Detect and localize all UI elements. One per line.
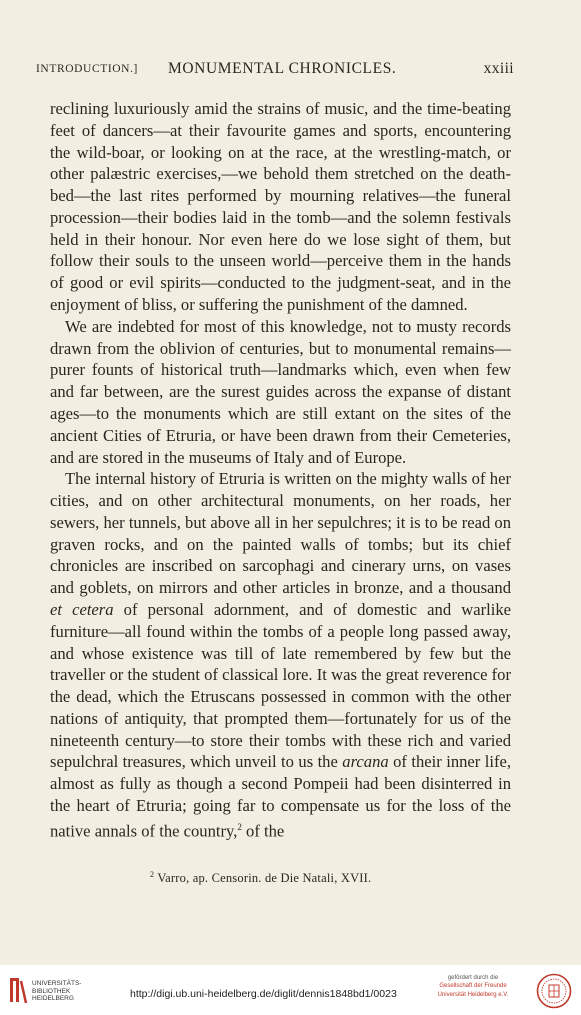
paragraph: reclining luxuriously amid the strains of music, and the time-beating feet of dancers—at their favourite games and sports, encountering the wild-boar, or looking on at the race, at the wrestling-match, or other palæstric exercises,—we behold them stretched on the death-bed—the last rites performed by mourning relatives—the funeral procession—their bodies laid in the tomb—and the solemn festivals held in their honour. Nor even here do we lose sight of them, but follow their souls to the unseen world—perceive them in the hands of good or evil spirits—conducted to the judgment-seat, and in the enjoyment of bliss, or suffering the punishment of the damned.: [50, 99, 511, 315]
running-title: MONUMENTAL CHRONICLES.: [168, 60, 397, 77]
university-seal-icon: [536, 973, 572, 1009]
italic-phrase: et cetera: [50, 599, 114, 619]
library-name: UNIVERSITÄTS- BIBLIOTHEK HEIDELBERG: [32, 980, 82, 1002]
paragraph: We are indebted for most of this knowledge, not to musty records drawn from the oblivion of centuries, but to monumental remains—purer founts of historical truth—landmarks which, even when few and far between, are the surest guides across the expanse of distant ages—to the monuments which are still extant on the sites of the ancient Cities of Etruria, or have been drawn from their Cemeteries, and are stored in the museums of Italy and of Europe.: [50, 316, 511, 467]
university-library-logo-icon: [8, 975, 28, 1005]
footnote-marker: 2: [150, 870, 155, 879]
paragraph-text: of the: [241, 821, 285, 841]
footnote: [150, 870, 490, 886]
body-text: [50, 98, 511, 842]
running-header: [36, 60, 514, 80]
italic-phrase: arcana: [342, 752, 389, 772]
paragraph-text: of their inner life, almost as fully as though a second Pompeii had been disinterred in the heart of Etruria; going far to compensate us for the loss of the native annals of the country,: [50, 752, 511, 841]
section-label: INTRODUCTION.]: [36, 63, 138, 75]
paragraph-text: The internal history of Etruria is written on the mighty walls of her cities, and on other architectural monuments, on her roads, her sewers, her tunnels, but above all in her sepulchres; it is to be read on graven rocks, and on the painted walls of tombs; but its chief chronicles are inscribed on sarcophagi and cinerary urns, on vases and goblets, on mirrors and other articles in bronze, and a thousand: [50, 469, 511, 598]
paragraph-text: of personal adornment, and of domestic and warlike furniture—all found within the tombs of a people long passed away, and whose existence was till of late remembered by few but the traveller or the student of classical lore. It was the great reverence for the dead, which the Etruscans possessed in common with the other nations of antiquity, that prompted them—fortunately for us of the nineteenth century—to store their tombs with these rich and varied sepulchral treasures, which unveil to us the: [50, 599, 511, 772]
digitization-footer: [0, 965, 581, 1015]
footnote-reference[interactable]: 2: [237, 821, 242, 832]
sponsor-credit: gefördert durch die Gesellschaft der Freunde Universität Heidelberg e.V.: [437, 975, 509, 998]
permalink-url[interactable]: http://digi.ub.uni-heidelberg.de/diglit/dennis1848bd1/0023: [130, 988, 397, 1000]
paragraph: [50, 468, 511, 842]
footnote-text: Varro, ap. Censorin. de Die Natali, XVII.: [157, 871, 372, 886]
page-number: xxiii: [483, 60, 514, 77]
